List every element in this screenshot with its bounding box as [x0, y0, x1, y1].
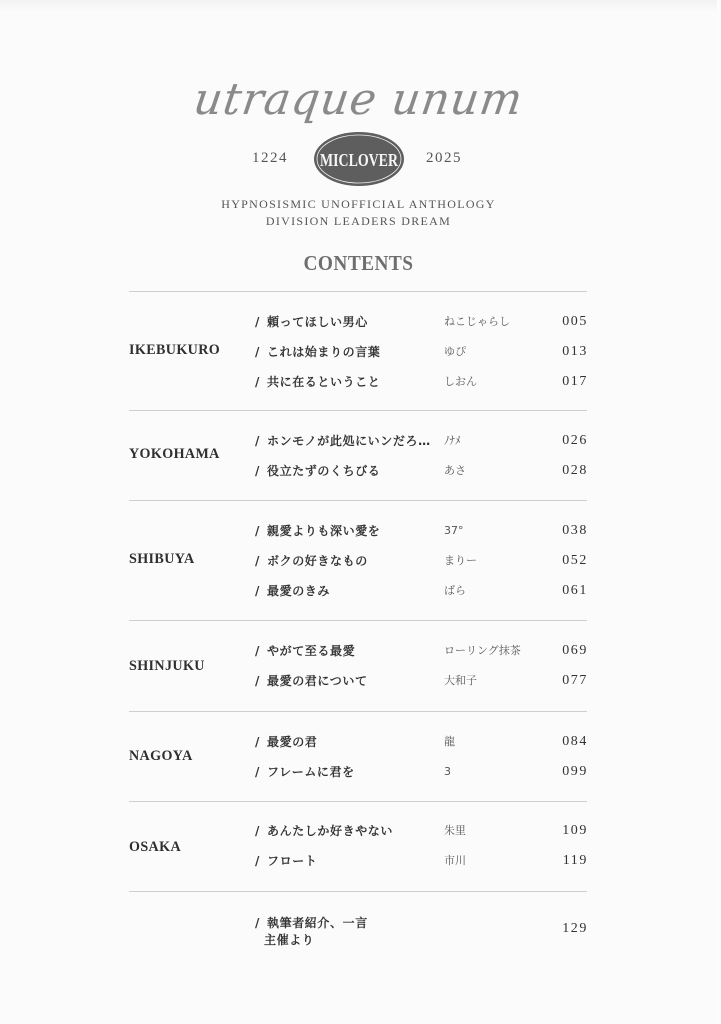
entry-author: しおん — [444, 375, 477, 388]
entry-author: ばら — [444, 584, 466, 597]
entry-title: これは始まりの言葉 — [267, 345, 381, 359]
entry-slash: / — [255, 524, 260, 538]
date-left: 1224 — [252, 150, 288, 166]
entry-title: 頼ってほしい男心 — [267, 315, 368, 329]
afterword-title-line-1: 執筆者紹介、一言 — [267, 916, 368, 930]
toc-entry[interactable] — [0, 522, 717, 540]
entry-author: 市川 — [444, 854, 466, 867]
entry-author: 龍 — [444, 735, 455, 748]
toc-entry[interactable] — [0, 642, 717, 660]
entry-slash: / — [255, 854, 260, 868]
entry-author: 37° — [444, 524, 464, 537]
entry-slash: / — [255, 824, 260, 838]
entry-author: 朱里 — [444, 824, 466, 837]
page-top-edge — [0, 0, 717, 12]
entry-slash: / — [255, 674, 260, 688]
toc-entry[interactable] — [0, 313, 717, 331]
section-name-ikebukuro: IKEBUKURO — [129, 342, 221, 358]
section-name-shibuya: SHIBUYA — [129, 551, 195, 567]
entry-page-number: 005 — [562, 314, 588, 329]
divider — [129, 891, 587, 892]
entry-page-number: 017 — [562, 374, 588, 389]
entry-slash: / — [255, 345, 260, 359]
entry-title: あんたしか好きやない — [267, 824, 394, 838]
entry-slash: / — [255, 916, 260, 930]
entry-slash: / — [255, 375, 260, 389]
toc-entry[interactable] — [0, 733, 717, 751]
entry-title: 役立たずのくちびる — [267, 464, 381, 478]
entry-slash: / — [255, 554, 260, 568]
section-name-shinjuku: SHINJUKU — [129, 658, 205, 674]
entry-title: 最愛の君について — [267, 674, 368, 688]
entry-page-number: 129 — [562, 921, 588, 936]
logo-badge — [312, 130, 406, 188]
divider — [129, 291, 587, 292]
entry-page-number: 061 — [562, 583, 588, 598]
entry-author: あさ — [444, 464, 466, 477]
entry-slash: / — [255, 765, 260, 779]
entry-author: 3 — [444, 765, 451, 778]
entry-page-number: 069 — [562, 643, 588, 658]
entry-slash: / — [255, 584, 260, 598]
toc-entry[interactable] — [0, 343, 717, 361]
entry-slash: / — [255, 735, 260, 749]
entry-title: ボクの好きなもの — [267, 554, 368, 568]
subtitle-line-1: HYPNOSISMIC UNOFFICIAL ANTHOLOGY — [221, 197, 496, 211]
script-title: utraque unum — [190, 74, 527, 125]
entry-author: ゆぴ — [444, 345, 466, 358]
toc-entry[interactable] — [0, 822, 717, 840]
entry-title: 親愛よりも深い愛を — [267, 524, 381, 538]
section-name-osaka: OSAKA — [129, 839, 182, 855]
entry-title: やがて至る最愛 — [267, 644, 356, 658]
entry-title: 最愛のきみ — [267, 584, 331, 598]
entry-title: フロート — [267, 854, 318, 868]
toc-entry[interactable] — [0, 582, 717, 600]
entry-slash: / — [255, 644, 260, 658]
entry-author: ﾉﾅﾒ — [444, 434, 461, 447]
divider — [129, 711, 587, 712]
entry-title: フレームに君を — [267, 765, 355, 779]
toc-entry[interactable] — [0, 462, 717, 480]
entry-slash: / — [255, 464, 260, 478]
toc-entry[interactable] — [0, 432, 717, 450]
toc-entry[interactable] — [0, 373, 717, 391]
logo-text: MICLOVER — [320, 150, 399, 170]
entry-slash: / — [255, 434, 260, 448]
toc-entry[interactable] — [0, 672, 717, 690]
contents-heading: CONTENTS — [303, 251, 414, 275]
entry-page-number: 026 — [562, 433, 588, 448]
entry-author: ローリング抹茶 — [444, 644, 521, 657]
entry-page-number: 119 — [562, 853, 588, 868]
toc-entry-afterword[interactable] — [0, 914, 717, 952]
entry-page-number: 109 — [562, 823, 588, 838]
subtitle-line-2: DIVISION LEADERS DREAM — [265, 214, 452, 228]
toc-entry[interactable] — [0, 763, 717, 781]
toc-entry[interactable] — [0, 552, 717, 570]
entry-page-number: 013 — [562, 344, 588, 359]
entry-title: ホンモノが此処にいンだろ… — [267, 434, 431, 448]
afterword-title-line-2: 主催より — [264, 933, 315, 947]
section-name-nagoya: NAGOYA — [129, 748, 193, 764]
entry-page-number: 084 — [562, 734, 588, 749]
entry-title: 最愛の君 — [267, 735, 318, 749]
toc-entry[interactable] — [0, 852, 717, 870]
section-name-yokohama: YOKOHAMA — [129, 446, 220, 462]
date-right: 2025 — [426, 150, 462, 166]
divider — [129, 500, 587, 501]
entry-page-number: 052 — [562, 553, 588, 568]
entry-author: まりー — [444, 554, 477, 567]
divider — [129, 410, 587, 411]
entry-page-number: 077 — [562, 673, 588, 688]
divider — [129, 620, 587, 621]
entry-title: 共に在るということ — [267, 375, 381, 389]
entry-slash: / — [255, 315, 260, 329]
entry-author: ねこじゃらし — [444, 315, 510, 328]
entry-page-number: 038 — [562, 523, 588, 538]
entry-author: 大和子 — [444, 674, 477, 687]
entry-page-number: 099 — [562, 764, 588, 779]
entry-page-number: 028 — [562, 463, 588, 478]
divider — [129, 801, 587, 802]
